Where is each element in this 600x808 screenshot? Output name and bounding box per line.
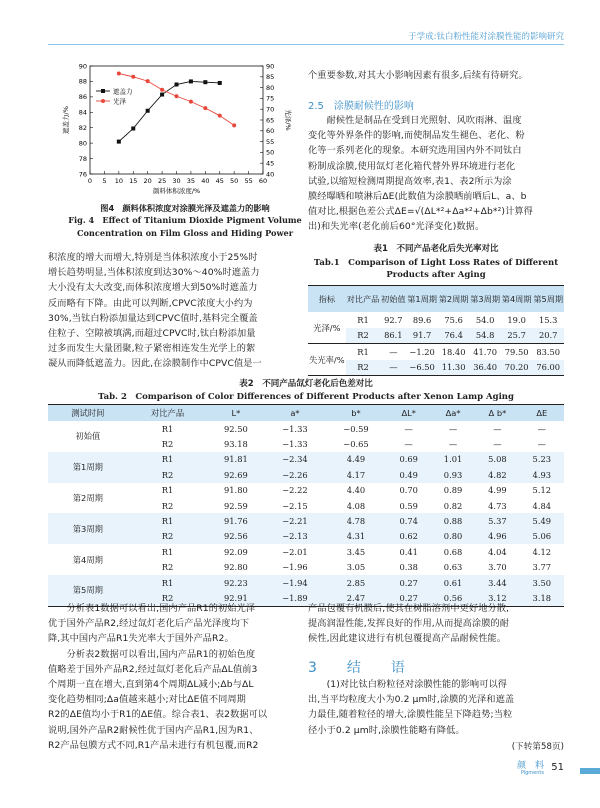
table-cell: 0.27	[387, 590, 431, 606]
footer-magazine-en: Pigments	[520, 770, 544, 776]
table-cell: 93.18	[224, 439, 248, 450]
table-cell: 4.08	[346, 500, 366, 511]
table-cell: R2	[346, 360, 381, 376]
text-line: 膜经曝晒和喷淋后ΔE(此数值为涂膜晒前晒后L、a、b	[308, 191, 527, 203]
table-cell: 0.93	[431, 467, 475, 482]
data-point-circle	[203, 106, 207, 110]
table-row	[308, 360, 564, 376]
running-header: 于学成:钛白粉性能对涂膜性能的影响研究	[408, 32, 564, 42]
x-tick-label: 25	[157, 177, 167, 185]
section-3-heading: 3 结 语	[308, 660, 413, 676]
table-cell: 0.82	[443, 500, 463, 511]
table-cell: −2.26	[264, 467, 325, 482]
legend-label-2: 光泽	[113, 97, 126, 106]
table-cell: 4.73	[488, 500, 507, 511]
table-cell: 4.40	[346, 485, 366, 496]
table-2-header-cell: a*	[264, 405, 325, 422]
table-cell: −2.21	[264, 513, 325, 528]
x-tick-label: 0	[87, 177, 93, 185]
text-line: 力最佳,随着粒径的增大,涂膜性能呈下降趋势;当粒	[308, 709, 513, 721]
table-cell: 0.63	[443, 562, 463, 573]
text-line: 反而略有下降。由此可以判断,CPVC浓度大小约为	[48, 297, 253, 309]
table-cell: 20.7	[532, 328, 564, 344]
right-axis-label: 光泽/%	[284, 109, 292, 131]
table-cell: −1.94	[264, 575, 325, 590]
table-cell: R2	[161, 500, 174, 511]
table-1-caption-en-1: Tab.1 Comparison of Light Loss Rates of Different	[313, 258, 559, 268]
table-cell: —	[389, 346, 398, 357]
right-y-tick-label: 45	[266, 159, 275, 168]
table-2-header-cell: 测试时间	[48, 405, 128, 422]
table-cell: R2	[128, 590, 208, 606]
table-cell: R1	[128, 513, 208, 528]
table-cell: −1.20	[409, 346, 435, 357]
table-cell: 92.09	[224, 546, 248, 557]
table-cell: R2	[161, 439, 174, 450]
text-line: 出,当平均粒度大小为0.2 μm时,涂膜的光泽和遮盖	[308, 694, 515, 706]
table-cell: —	[380, 360, 406, 376]
table-cell: 2.47	[325, 590, 386, 606]
text-line: 粉制成涂膜,使用氙灯老化箱代替外界环境进行老化	[308, 160, 516, 172]
table-row	[308, 328, 564, 344]
left-axis-label: 遮盖力/%	[62, 106, 70, 134]
right-y-tick-label: 60	[266, 127, 275, 136]
text-line: (1)对比钛白粉粒径对涂膜性能的影响可以得	[308, 679, 508, 690]
table-cell: 0.74	[387, 513, 431, 528]
table-2-header-cell: ΔE	[520, 405, 564, 422]
table-cell: 5.06	[520, 529, 564, 544]
table-cell: 91.80	[224, 485, 248, 496]
table-1-header-cell: 第3周期	[469, 286, 501, 313]
table-cell: 41.70	[473, 346, 498, 357]
table-cell: 3.77	[532, 562, 552, 573]
figure-caption-zh: 图4 颜料体积浓度对涂膜光泽及遮盖力的影响	[100, 203, 270, 213]
table-cell: 0.61	[431, 575, 475, 590]
table-cell: 0.89	[443, 485, 463, 496]
text-line: 30%,当钛白粉添加量达到CPVC值时,基料完全覆盖	[48, 312, 258, 324]
table-cell: −0.59	[343, 423, 369, 434]
legend-marker-2	[101, 99, 105, 103]
table-1-caption-en-2: Products after Aging	[386, 270, 486, 280]
table-cell: R1	[161, 423, 174, 434]
table-cell: 70.20	[501, 360, 533, 376]
text-line: 积浓度的增大而增大,特别是当体积浓度小于25%时	[48, 252, 258, 263]
table-cell: 3.05	[346, 562, 366, 573]
table-cell: 0.49	[387, 467, 431, 482]
table-cell: 5.49	[520, 513, 564, 528]
x-tick-label: 5	[102, 177, 107, 185]
table-2-period-cell: 第5周期	[48, 575, 128, 606]
table-2-period-cell: 第1周期	[48, 452, 128, 483]
bottom-right-para-1	[308, 601, 564, 647]
table-cell: 11.30	[438, 360, 470, 376]
text-line: 变化等外界条件的影响,而使制品发生褪色、老化、粉	[308, 130, 525, 142]
table-2	[48, 404, 564, 607]
page-number: 51	[551, 762, 564, 773]
table-2-period-cell: 第3周期	[48, 513, 128, 544]
data-point-circle	[175, 94, 179, 98]
table-cell: 4.17	[325, 467, 386, 482]
data-point-square	[189, 79, 193, 83]
table-cell: 0.70	[399, 485, 418, 496]
table-row	[48, 483, 564, 498]
data-point-square	[160, 93, 164, 97]
section-2-5-heading: 2.5 涂膜耐候性的影响	[308, 101, 414, 112]
table-cell: R1	[128, 452, 208, 467]
x-tick-label: 55	[244, 177, 253, 185]
table-cell: 4.93	[520, 467, 564, 482]
table-cell: 3.18	[520, 590, 564, 606]
table-2-header-cell: ΔL*	[387, 405, 431, 422]
table-cell: 79.50	[504, 346, 529, 357]
table-row	[48, 452, 564, 467]
table-2-caption-en: Tab. 2 Comparison of Color Differences of Different Products after Xenon Lamp Aging	[98, 392, 514, 402]
table-2-header-cell: Δ b*	[475, 405, 519, 422]
table-cell: −2.01	[282, 546, 308, 557]
table-cell: —	[493, 423, 502, 434]
bottom-left-para	[48, 601, 298, 753]
table-2-period-cell: 第2周期	[72, 492, 103, 503]
table-row	[48, 513, 564, 528]
right-para-1-line: 个重要参数,对其大小影响因素有很多,后续有待研究。	[308, 70, 528, 81]
left-y-tick-label: 88	[78, 77, 87, 86]
table-cell: 91.81	[207, 452, 264, 467]
footer-magazine: 颜 料	[516, 761, 544, 771]
table-cell: −1.89	[264, 590, 325, 606]
data-point-circle	[232, 123, 236, 127]
table-cell: —	[448, 439, 458, 450]
x-tick-label: 50	[230, 177, 239, 185]
table-cell: 3.12	[475, 590, 519, 606]
text-line: 过多而发生大量团聚,粒子紧密相连发生光学上的絮	[48, 343, 256, 355]
text-line: 优于国外产品R2,经过氙灯老化后产品光泽度均下	[48, 618, 250, 630]
table-cell: 0.27	[387, 575, 431, 590]
data-point-square	[117, 140, 121, 144]
text-line: 增长趋势明显,当体积浓度到达30%～40%时遮盖力	[48, 267, 260, 279]
table-cell: 92.91	[207, 590, 264, 606]
left-y-tick-label: 86	[78, 93, 87, 102]
table-cell: −1.96	[282, 562, 308, 573]
text-line: 候性,因此建议进行有机包覆提高产品耐候性能。	[308, 633, 507, 645]
table-cell: 54.8	[469, 328, 501, 344]
continued-note: (下转第58页)	[511, 742, 564, 752]
text-line: 值略差于国外产品R2,经过氙灯老化后产品ΔL值前3	[48, 663, 258, 675]
x-tick-label: 15	[129, 177, 138, 185]
table-cell: 3.70	[488, 562, 507, 573]
table-cell: 76.4	[438, 328, 470, 344]
table-cell: −1.33	[282, 423, 308, 434]
left-y-tick-label: 80	[78, 139, 87, 148]
table-cell: 4.96	[475, 529, 519, 544]
right-para-2	[308, 113, 564, 235]
left-y-tick-label: 82	[78, 124, 87, 133]
table-cell: —	[448, 423, 458, 434]
x-axis-label: 颜料体积浓度/%	[152, 187, 201, 195]
data-point-circle	[131, 75, 135, 79]
table-cell: R2	[161, 562, 174, 573]
table-cell: R1	[161, 546, 174, 557]
data-point-square	[203, 80, 207, 84]
table-cell: 4.49	[325, 452, 386, 467]
text-line: 凝从而降低遮盖力。因此,在涂膜制作中CPVC值是一	[48, 358, 262, 370]
table-cell: −2.22	[282, 485, 308, 496]
figure-4-chart	[58, 58, 298, 198]
text-line: R2的ΔE值均小于R1的ΔE值。综合表1、表2数据可以	[48, 709, 268, 721]
right-y-tick-label: 85	[266, 73, 275, 82]
legend-label-1: 遮盖力	[113, 87, 133, 96]
left-y-tick-label: 78	[78, 154, 87, 163]
table-1-header-cell: 第2周期	[438, 286, 470, 313]
text-line: R2产品包膜方式不同,R1产品未进行有机包覆,而R2	[48, 739, 259, 751]
table-cell: 86.1	[380, 328, 406, 344]
table-1	[308, 285, 564, 376]
table-cell: 92.69	[207, 467, 264, 482]
table-cell: 3.44	[475, 575, 519, 590]
table-cell: 4.78	[325, 513, 386, 528]
table-1-metric-cell: 光泽/%	[308, 312, 346, 344]
table-1-metric-cell: 失光率/%	[308, 344, 346, 376]
table-cell: 0.68	[443, 546, 463, 557]
data-point-square	[175, 83, 179, 87]
text-line: 产品包覆有机膜后,使其在树脂溶剂中更好地分散,	[308, 603, 510, 614]
table-cell: 5.12	[532, 485, 552, 496]
table-1-header-cell: 初始值	[380, 286, 406, 313]
table-cell: 92.7	[384, 314, 403, 325]
table-row	[48, 544, 564, 559]
data-point-circle	[117, 72, 121, 76]
text-line: 说明,国外产品R2耐候性优于国内产品R1,因为R1、	[48, 724, 259, 736]
table-cell: R1	[161, 485, 174, 496]
text-line: 提高润湿性能,发挥良好的作用,从而提高涂膜的耐	[308, 618, 510, 630]
table-cell: 91.76	[207, 513, 264, 528]
right-y-tick-label: 50	[266, 148, 275, 157]
table-cell: 92.50	[224, 423, 248, 434]
left-y-tick-label: 90	[78, 62, 87, 71]
x-tick-label: 30	[172, 177, 181, 185]
table-cell: 36.40	[469, 360, 501, 376]
table-cell: 4.12	[532, 546, 552, 557]
left-para-1	[48, 250, 298, 372]
table-2-header-cell: b*	[325, 405, 386, 422]
table-cell: —	[493, 439, 502, 450]
right-y-tick-label: 90	[266, 62, 275, 71]
table-row	[308, 312, 564, 328]
plot-frame	[90, 66, 263, 174]
table-cell: R2	[128, 467, 208, 482]
table-cell: —	[537, 423, 546, 434]
table-1-header-cell: 指标	[308, 286, 346, 313]
table-cell: 76.00	[532, 360, 564, 376]
right-y-tick-label: 40	[266, 170, 275, 179]
table-2-header-cell: L*	[207, 405, 264, 422]
data-point-circle	[146, 79, 150, 83]
table-cell: 0.62	[387, 529, 431, 544]
table-cell: 5.23	[520, 452, 564, 467]
data-point-square	[146, 109, 150, 113]
table-cell: −2.15	[282, 500, 308, 511]
x-tick-label: 10	[114, 177, 123, 185]
table-cell: 25.7	[501, 328, 533, 344]
table-cell: —	[537, 439, 546, 450]
table-cell: 0.69	[387, 452, 431, 467]
data-point-square	[218, 81, 222, 85]
table-cell: 5.37	[475, 513, 519, 528]
text-line: 个周期一直在增大,直到第4个周期ΔL减小;Δb与ΔL	[48, 679, 254, 691]
table-1-caption-zh: 表1 不同产品老化后失光率对比	[373, 244, 499, 254]
data-point-circle	[218, 114, 222, 118]
table-cell: R1	[357, 314, 369, 325]
right-y-tick-label: 75	[266, 94, 275, 103]
table-cell: 1.01	[431, 452, 475, 467]
text-line: 变化趋势相同;Δa值越来越小;对比ΔE值不同周期	[48, 694, 246, 706]
x-tick-label: 60	[258, 177, 268, 185]
table-cell: 3.50	[520, 575, 564, 590]
right-y-tick-label: 70	[266, 105, 275, 114]
footer-bar	[580, 768, 600, 774]
table-cell: —	[404, 439, 413, 450]
data-point-square	[131, 126, 135, 130]
table-2-period-cell: 初始值	[75, 431, 101, 442]
left-y-tick-label: 76	[78, 170, 87, 179]
x-tick-label: 35	[186, 177, 196, 185]
table-cell: —	[404, 423, 413, 434]
right-para-1	[308, 68, 564, 83]
table-1-header-cell: 对比产品	[346, 286, 381, 313]
table-cell: R1	[357, 346, 369, 357]
table-cell: 92.59	[224, 500, 248, 511]
table-cell: 92.80	[224, 562, 248, 573]
bottom-right-para-2	[308, 677, 564, 738]
table-cell: −2.13	[264, 529, 325, 544]
table-cell: 3.45	[346, 546, 366, 557]
table-cell: −1.33	[282, 439, 308, 450]
table-cell: 4.31	[325, 529, 386, 544]
table-cell: 18.40	[441, 346, 466, 357]
table-1-header-cell: 第4周期	[501, 286, 533, 313]
table-2-header-cell: 对比产品	[128, 405, 208, 422]
table-cell: 0.56	[431, 590, 475, 606]
table-cell: 4.82	[475, 467, 519, 482]
x-tick-label: 20	[143, 177, 152, 185]
table-cell: R1	[128, 575, 208, 590]
right-y-tick-label: 80	[266, 83, 275, 92]
text-line: 分析表1数据可以看出,国内产品R1的初始光泽	[48, 603, 256, 614]
table-row	[48, 421, 564, 436]
text-line: 住粒子、空隙被填满,而超过CPVC时,钛白粉添加量	[48, 328, 256, 340]
table-1-header-cell: 第1周期	[406, 286, 438, 313]
table-cell: 0.41	[399, 546, 418, 557]
text-line: 大小没有太大改变,而体积浓度增大到50%时遮盖力	[48, 282, 258, 294]
figure-caption-en-2: Concentration on Film Gloss and Hiding Power	[76, 228, 294, 238]
table-cell: 0.38	[399, 562, 418, 573]
data-point-circle	[189, 100, 193, 104]
table-cell: 0.88	[431, 513, 475, 528]
table-2-period-cell: 第4周期	[72, 554, 103, 565]
table-cell: 83.50	[536, 346, 561, 357]
table-cell: 54.0	[475, 314, 495, 325]
header-rule	[48, 44, 564, 45]
table-cell: 91.7	[406, 328, 438, 344]
table-cell: 4.04	[488, 546, 507, 557]
table-cell: 0.59	[399, 500, 418, 511]
table-cell: R2	[128, 529, 208, 544]
table-row	[48, 575, 564, 590]
text-line: 试验,以缩短检测周期提高效率,表1、表2所示为涂	[308, 175, 512, 187]
text-line: 耐候性是制品在受到日光照射、风吹雨淋、温度	[308, 115, 522, 126]
table-cell: 15.3	[538, 314, 558, 325]
table-cell: 5.08	[475, 452, 519, 467]
table-cell: 19.0	[507, 314, 526, 325]
table-cell: 75.6	[444, 314, 463, 325]
table-2-header-cell: Δa*	[431, 405, 475, 422]
left-y-tick-label: 84	[78, 108, 87, 117]
table-cell: −0.65	[343, 439, 369, 450]
table-cell: −2.34	[264, 452, 325, 467]
table-cell: 0.80	[431, 529, 475, 544]
table-2-caption-zh: 表2 不同产品氙灯老化后色差对比	[239, 379, 373, 389]
x-tick-label: 40	[201, 177, 210, 185]
legend-marker-1	[101, 89, 105, 93]
text-line: 出)和失光率(老化前后60°光泽变化)数据。	[308, 221, 485, 233]
table-row	[308, 344, 564, 360]
series-line-1	[119, 81, 220, 141]
table-cell: 92.56	[207, 529, 264, 544]
table-cell: 4.99	[488, 485, 507, 496]
x-tick-label: 45	[215, 177, 224, 185]
table-cell: 89.6	[412, 314, 432, 325]
figure-caption-en-1: Fig. 4 Effect of Titanium Dioxide Pigment Volume	[68, 215, 302, 225]
text-line: 化等一系列老化的现象。本研究选用国内外不同钛白	[308, 145, 522, 157]
text-line: 降,其中国内产品R1失光率大于国外产品R2。	[48, 633, 234, 645]
text-line: 分析表2数据可以看出,国内产品R1的初始色度	[48, 648, 256, 660]
text-line: 值对比,根据色差公式ΔE=√(ΔL*²+Δa*²+Δb*²)计算得	[308, 206, 533, 218]
data-point-circle	[160, 88, 164, 92]
right-y-tick-label: 65	[266, 116, 275, 125]
right-y-tick-label: 55	[266, 137, 275, 146]
table-cell: −6.50	[406, 360, 438, 376]
table-cell: R2	[346, 328, 381, 344]
table-cell: 92.23	[207, 575, 264, 590]
series-line-2	[119, 74, 234, 126]
text-line: 径小于0.2 μm时,涂膜性能略有降低。	[308, 724, 465, 736]
table-cell: 4.84	[532, 500, 552, 511]
table-1-header-cell: 第5周期	[532, 286, 564, 313]
table-cell: 2.85	[325, 575, 386, 590]
